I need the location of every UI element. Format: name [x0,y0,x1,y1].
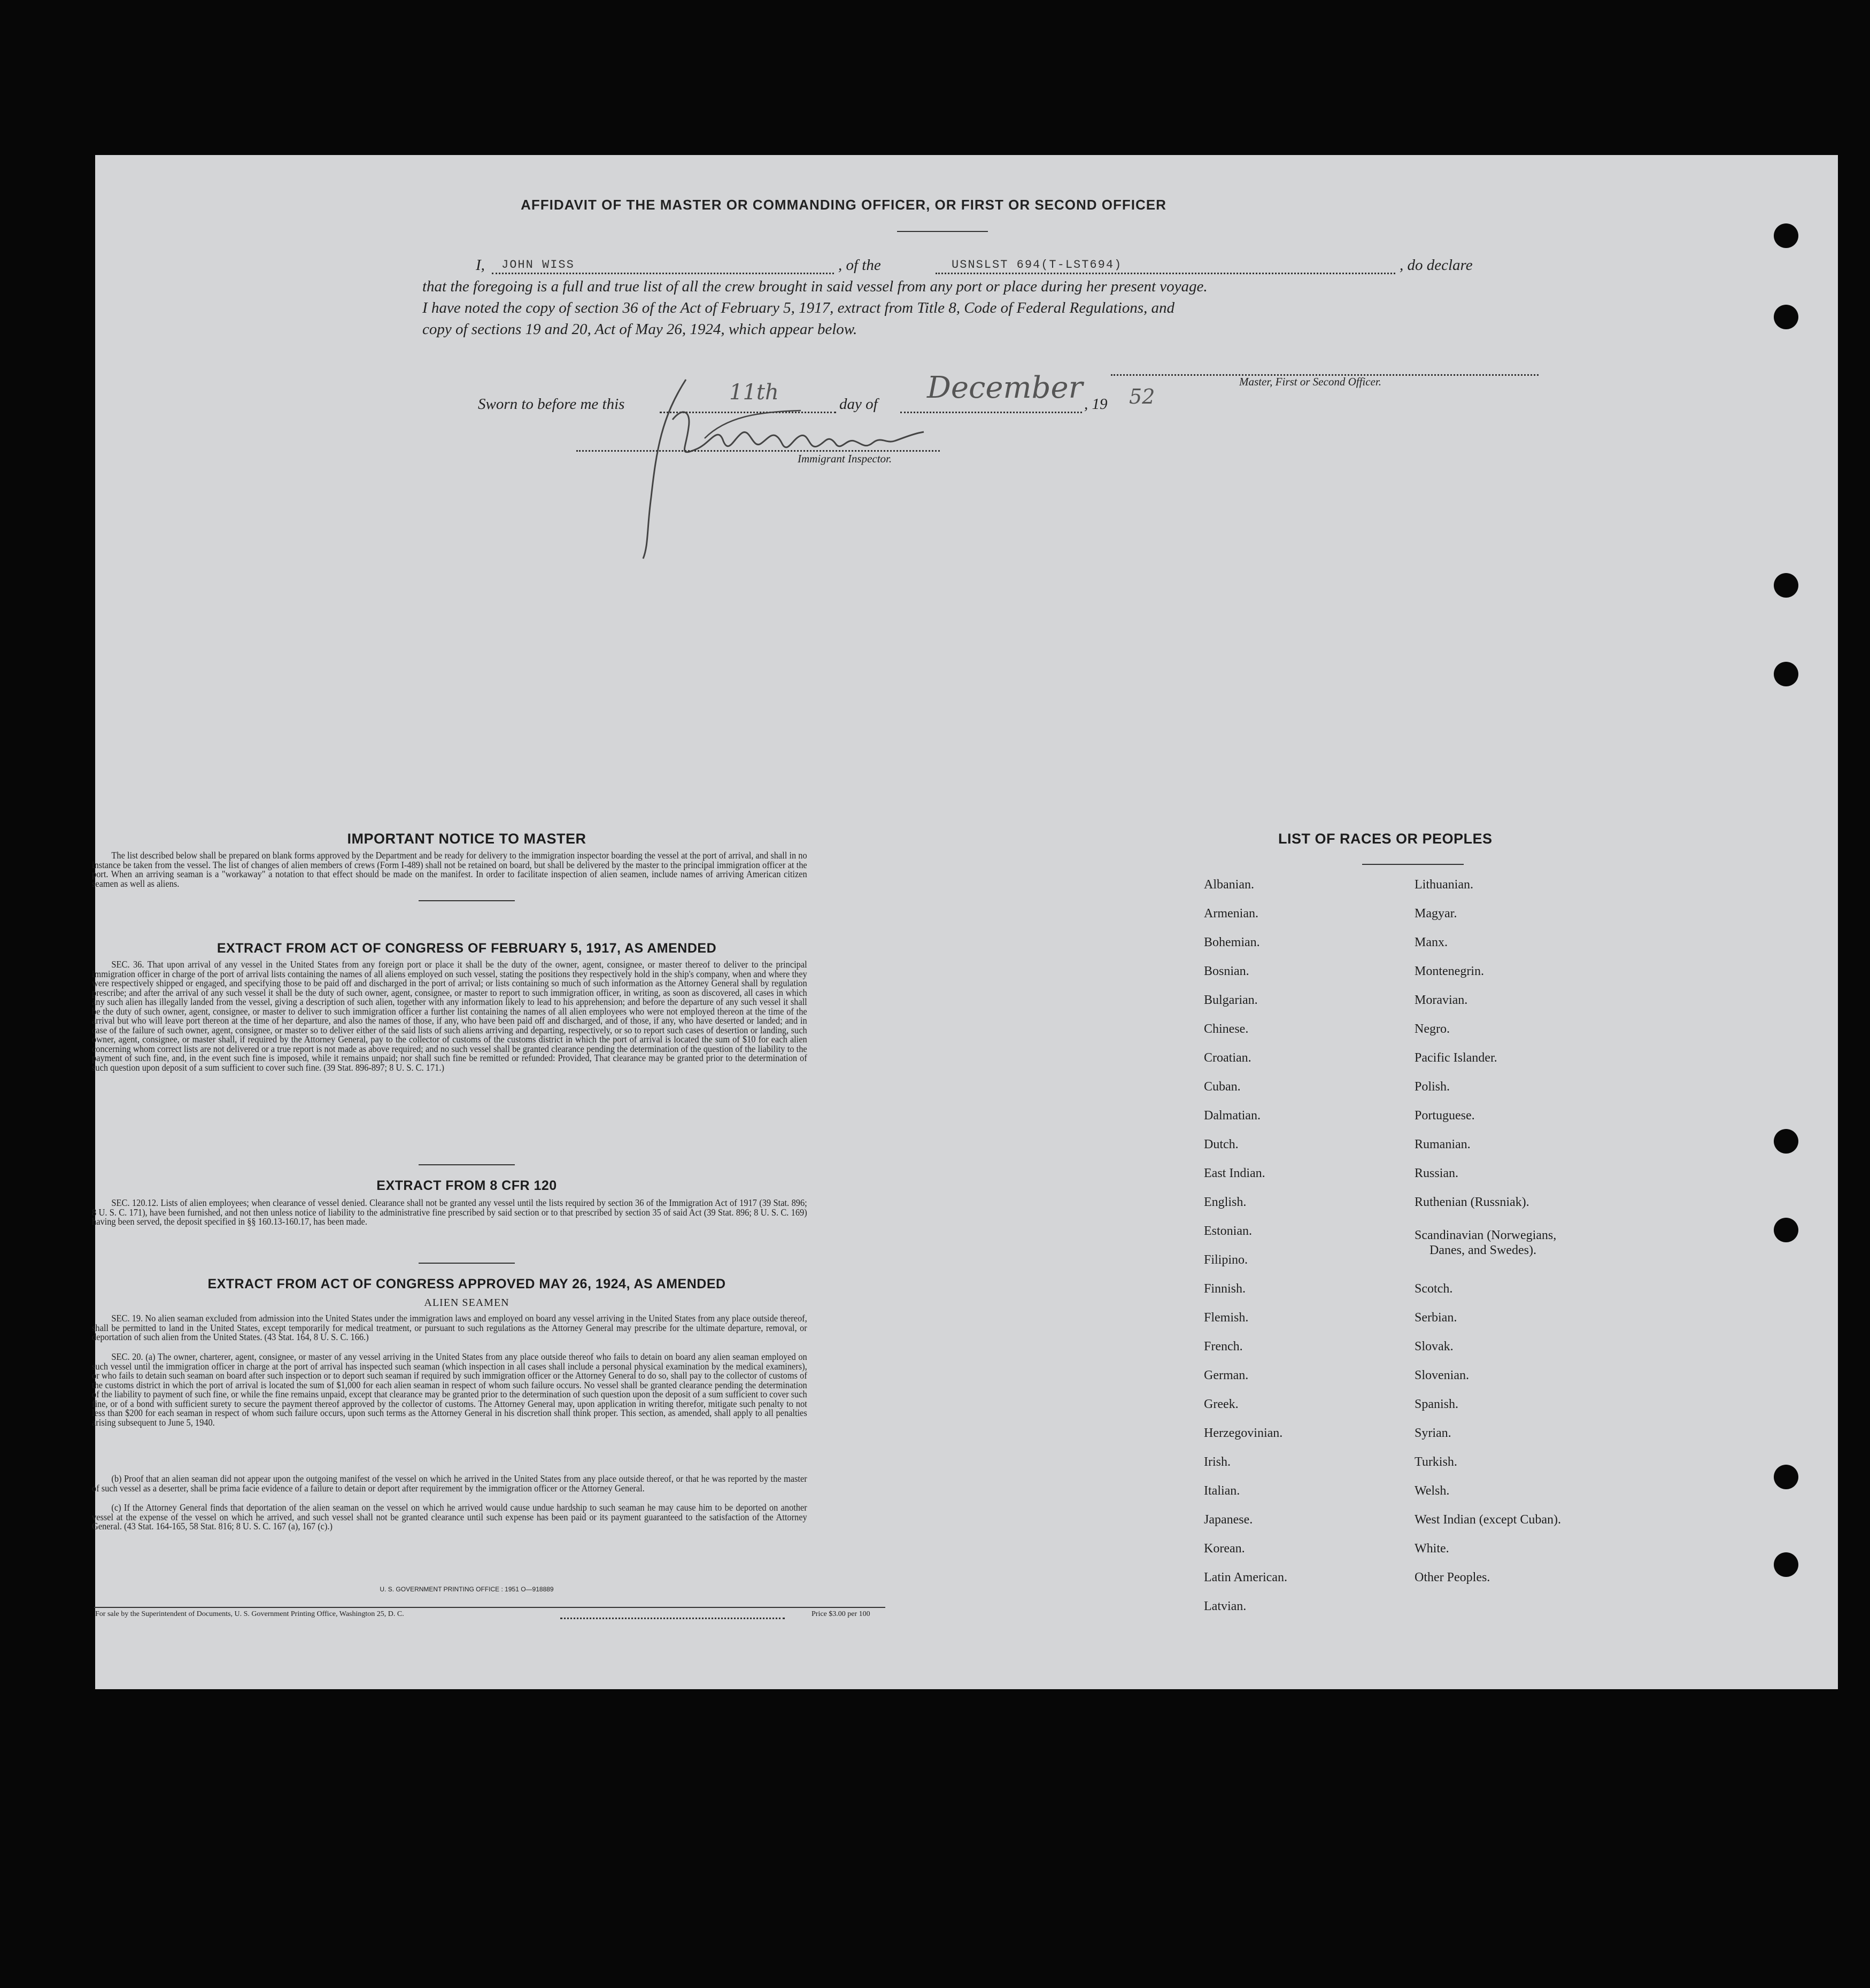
race-item: Pacific Islander. [1415,1051,1497,1065]
extract-1924-sec20c: (c) If the Attorney General finds that deportation of the alien seaman on the vessel on which he arrived would cause undue hardship to such seaman he may cause him to be deported on another vessel at the expense of the vessel on which he arrived, and such vessel shall not be granted clearance until such expense has been paid or its payment guaranteed to the satisfaction of the Attorney General. (43 Stat. 164-165, 58 Stat. 816; 8 U. S. C. 167 (a), 167 (c).) [92,1502,807,1531]
punch-hole [1774,305,1798,329]
race-item: Other Peoples. [1415,1571,1490,1584]
extract-cfr-title: EXTRACT FROM 8 CFR 120 [376,1178,557,1193]
punch-hole [1774,1129,1798,1154]
name-fill-line [492,273,834,274]
race-item: Danes, and Swedes). [1429,1243,1536,1257]
year-prefix: , 19 [1084,396,1108,413]
affidavit-line2: that the foregoing is a full and true list of all the crew brought in said vessel from any port or place during her present voyage. [422,278,1208,295]
footer-right: Price $3.00 per 100 [812,1610,870,1618]
day-of-label: day of [839,396,878,413]
race-item: Scotch. [1415,1282,1453,1296]
race-item: West Indian (except Cuban). [1415,1513,1561,1527]
affidavit-line4: copy of sections 19 and 20, Act of May 26, 1924, which appear below. [422,321,857,338]
race-item: Cuban. [1204,1080,1241,1094]
extract-1917-title: EXTRACT FROM ACT OF CONGRESS OF FEBRUARY 5, 1917, AS AMENDED [217,941,717,956]
race-item: Chinese. [1204,1022,1249,1036]
extract-1924-sec20a: SEC. 20. (a) The owner, charterer, agent, consignee, or master of any vessel arriving in the United States from any place outside thereof who fails to detain on board any alien seaman employed on such vessel until the immigration officer in charge at the port of arrival has inspected such seaman (which inspection in all cases shall include a personal physical examination by the medical examiners), or who fails to detain such seaman on board after such inspection or to deport such seaman if required by such immigration officer or the Attorney General to do so, shall pay to the collector of customs of the customs district in which the port of arrival is located the sum of $1,000 for each alien seaman in respect of whom such failure occurs. No vessel shall be granted clearance pending the determination of the liability to payment of such fine, or while the fine remains unpaid, except that clearance may be granted prior to the determination of such question upon the deposit of a sum sufficient to cover such fine, or of a bond with sufficient surety to secure the payment thereof approved by the collector of customs. The Attorney General may, upon application in writing therefor, mitigate such penalty to not less than $200 for each seaman in respect of whom such failure occurs, upon such terms as the Attorney General in his discretion shall think proper. This section, as amended, shall apply to all penalties arising subsequent to June 5, 1940. [92,1351,807,1428]
sworn-month: December [927,370,1083,405]
vessel-fill-line [936,273,1395,274]
punch-hole [1774,1465,1798,1489]
races-title: LIST OF RACES OR PEOPLES [1278,831,1493,847]
extract-1924-subtitle: ALIEN SEAMEN [424,1297,509,1309]
race-item: Italian. [1204,1484,1240,1498]
race-item: Greek. [1204,1397,1239,1411]
race-item: Japanese. [1204,1513,1253,1527]
race-item: Latvian. [1204,1599,1247,1613]
race-item: Estonian. [1204,1224,1252,1238]
race-item: Bohemian. [1204,935,1260,949]
race-item: Rumanian. [1415,1138,1471,1151]
race-item: Latin American. [1204,1571,1287,1584]
inspector-label: Immigrant Inspector. [798,452,892,465]
notice-body: The list described below shall be prepared on blank forms approved by the Department and be ready for delivery to the immigration inspector boarding the vessel at the port of arrival, and shall in no instance be taken from the vessel. The list of changes of alien members of crews (Form I-489) shall not be retained on board, but shall be delivered by the master to the principal immigration officer at the port. When an arriving seaman is a "workaway" a notation to that effect should be made on the manifest. In order to facilitate inspection of alien seamen, include names of arriving American citizen seamen as well as aliens. [92,850,807,889]
printing-office-note: U. S. GOVERNMENT PRINTING OFFICE : 1951 O—918889 [380,1585,554,1593]
extract-1917-body: SEC. 36. That upon arrival of any vessel in the United States from any foreign port or place it shall be the duty of the owner, agent, consignee, or master thereof to deliver to the principal immigration officer in charge of the port of arrival lists containing the names of all aliens employed on such vessel, stating the positions they respectively hold in the ship's company, when and where they were respectively shipped or engaged, and specifying those to be paid off and discharged in the port of arrival; or lists containing so much of such information as the Attorney General shall by regulation prescribe; and after the arrival of any such vessel it shall be the duty of such owner, agent, consignee, or master to report to such immigration officer, in writing, as soon as discovered, all cases in which any such alien has illegally landed from the vessel, giving a description of such alien, together with any information likely to lead to his apprehension; and before the departure of any such vessel it shall be the duty of such owner, agent, consignee, or master to deliver to such immigration officer a further list containing the names of all alien employees who were not employed thereon at the time of the arrival but who will leave port thereon at the time of her departure, and also the names of those, if any, who have been paid off and discharged, and of those, if any, who have deserted or landed; and in case of the failure of such owner, agent, consignee, or master so to deliver either of the said lists of such aliens arriving and departing, respectively, or so to report such cases of desertion or landing, such owner, agent, consignee, or master shall, if required by the Attorney General, pay to the collector of customs of the customs district in which the port of arrival is located the sum of $10 for each alien concerning whom correct lists are not delivered or a true report is not made as above required; and no such vessel shall be granted clearance pending the determination of the question of the liability to the payment of such fine, and, in the event such fine is imposed, while it remains unpaid; nor shall such fine be remitted or refunded: Provided, That clearance may be granted prior to the determination of such question upon deposit of a sum sufficient to cover such fine. (39 Stat. 896-897; 8 U. S. C. 171.) [92,959,807,1073]
race-item: Magyar. [1415,907,1457,920]
extract-cfr-body: SEC. 120.12. Lists of alien employees; when clearance of vessel denied. Clearance shall not be granted any vessel until the lists required by section 36 of the Immigration Act of 1917 (39 Stat. 896; 8 U. S. C. 171), have been furnished, and not then unless notice of liability to the administrative fine prescribed by said section or to that prescribed by section 35 of said Act (39 Stat. 896; 8 U. S. C. 169) having been served, the deposit specified in §§ 160.13-160.17, has been made. [92,1197,807,1227]
extract-1924-title: EXTRACT FROM ACT OF CONGRESS APPROVED MAY 26, 1924, AS AMENDED [207,1277,726,1291]
sworn-day: 11th [729,380,779,405]
affidavit-i: I, [476,257,485,274]
race-item: Albanian. [1204,878,1254,892]
vessel-name: USNSLST 694(T-LST694) [952,258,1123,272]
race-item: English. [1204,1195,1247,1209]
race-item: Welsh. [1415,1484,1450,1498]
punch-hole [1774,573,1798,598]
race-item: Korean. [1204,1542,1245,1556]
form-page [92,155,1838,1689]
race-item: Irish. [1204,1455,1231,1469]
punch-hole [1774,1218,1798,1242]
master-name: JOHN WISS [501,258,575,272]
race-item: Montenegrin. [1415,964,1484,978]
affidavit-declare: , do declare [1400,257,1473,274]
affidavit-line1 [476,254,1540,276]
race-item: French. [1204,1340,1243,1353]
race-item: East Indian. [1204,1166,1265,1180]
footer-leader [560,1618,785,1619]
race-item: Herzegovinian. [1204,1426,1283,1440]
race-item: Syrian. [1415,1426,1451,1440]
extract-cfr-divider [419,1263,515,1264]
race-item: Lithuanian. [1415,878,1473,892]
race-item: Dutch. [1204,1138,1239,1151]
notice-title: IMPORTANT NOTICE TO MASTER [347,831,586,847]
punch-hole [1774,1552,1798,1577]
race-item: Scandinavian (Norwegians, [1415,1228,1557,1242]
punch-hole [1774,662,1798,686]
punch-hole [1774,223,1798,248]
sworn-label: Sworn to before me this [478,396,625,413]
race-item: Russian. [1415,1166,1459,1180]
inspector-signature [598,369,983,561]
race-item: Filipino. [1204,1253,1248,1267]
race-item: German. [1204,1368,1249,1382]
race-item: Ruthenian (Russniak). [1415,1195,1529,1209]
affidavit-line3: I have noted the copy of section 36 of the Act of February 5, 1917, extract from Title 8, Code of Federal Regulations, and [422,299,1175,316]
race-item: Polish. [1415,1080,1450,1094]
master-label: Master, First or Second Officer. [1239,375,1381,388]
race-item: Slovak. [1415,1340,1454,1353]
race-item: Manx. [1415,935,1448,949]
race-item: Flemish. [1204,1311,1249,1325]
race-item: White. [1415,1542,1449,1556]
race-item: Serbian. [1415,1311,1457,1325]
footer-rule [94,1607,885,1608]
extract-1924-sec19: SEC. 19. No alien seaman excluded from admission into the United States under the immigration laws and employed on board any vessel arriving in the United States from any place outside thereof, shall be permitted to land in the United States, except temporarily for medical treatment, or pursuant to such regulations as the Attorney General may prescribe for the ultimate departure, removal, or deportation of such alien from the United States. (43 Stat. 164, 8 U. S. C. 166.) [92,1313,807,1342]
race-item: Slovenian. [1415,1368,1469,1382]
extract-1924-sec20b: (b) Proof that an alien seaman did not appear upon the outgoing manifest of the vessel on which he arrived in the United States from any place outside thereof, or that he was reported by the master of such vessel as a deserter, shall be prima facie evidence of a failure to detain or deport after requirement by the immigration officer or the Attorney General. [92,1473,807,1494]
race-item: Croatian. [1204,1051,1251,1065]
race-item: Portuguese. [1415,1109,1475,1123]
affidavit-title: AFFIDAVIT OF THE MASTER OR COMMANDING OFFICER, OR FIRST OR SECOND OFFICER [521,197,1166,213]
race-item: Moravian. [1415,993,1468,1007]
notice-divider [419,900,515,901]
race-item: Bosnian. [1204,964,1249,978]
race-item: Negro. [1415,1022,1450,1036]
race-item: Turkish. [1415,1455,1457,1469]
sworn-year: 52 [1129,385,1155,408]
affidavit-of-the: , of the [838,257,881,274]
race-item: Bulgarian. [1204,993,1258,1007]
title-divider [897,231,988,232]
extract-1917-divider [419,1164,515,1165]
race-item: Armenian. [1204,907,1258,920]
footer-left: For sale by the Superintendent of Documents, U. S. Government Printing Office, Washington 25, D. C. [95,1610,404,1618]
race-item: Spanish. [1415,1397,1459,1411]
races-divider [1362,864,1464,865]
race-item: Finnish. [1204,1282,1246,1296]
race-item: Dalmatian. [1204,1109,1261,1123]
